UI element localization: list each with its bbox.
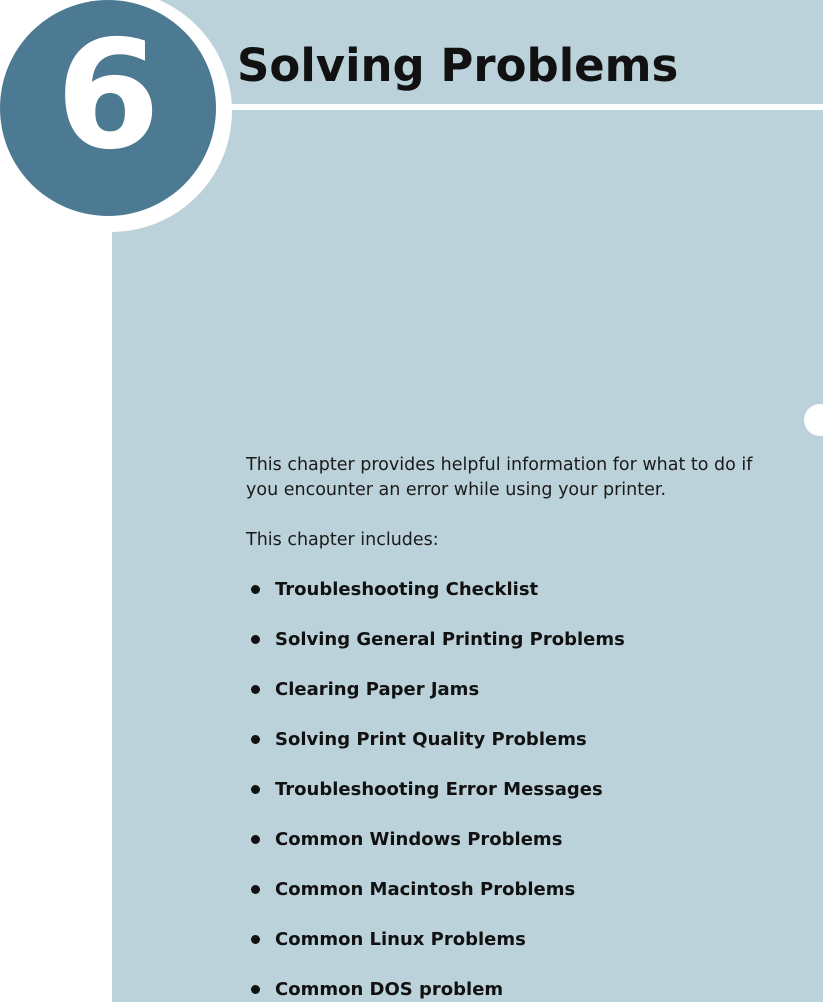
chapter-number-badge	[0, 0, 216, 216]
includes-label: This chapter includes:	[246, 530, 439, 550]
bullet-icon	[251, 735, 260, 744]
chapter-title: Solving Problems	[237, 39, 679, 92]
topic-item[interactable]	[246, 627, 625, 677]
topic-label[interactable]: Common Macintosh Problems	[275, 879, 576, 900]
topic-item[interactable]	[246, 927, 625, 977]
topic-item[interactable]	[246, 827, 625, 877]
intro-paragraph	[246, 453, 823, 503]
topic-label[interactable]: Clearing Paper Jams	[275, 679, 480, 700]
bullet-icon	[251, 835, 260, 844]
topic-label[interactable]: Common Linux Problems	[275, 929, 526, 950]
topic-label[interactable]: Troubleshooting Error Messages	[275, 779, 603, 800]
chapter-number: 6	[55, 9, 161, 183]
bullet-icon	[251, 635, 260, 644]
topic-item[interactable]	[246, 677, 625, 727]
topic-list	[246, 577, 625, 1002]
topic-label[interactable]: Solving General Printing Problems	[275, 629, 625, 650]
bullet-icon	[251, 885, 260, 894]
topic-label[interactable]: Common DOS problem	[275, 979, 504, 1000]
topic-label[interactable]: Common Windows Problems	[275, 829, 563, 850]
topic-item[interactable]	[246, 727, 625, 777]
topic-item[interactable]	[246, 877, 625, 927]
bullet-icon	[251, 785, 260, 794]
topic-label[interactable]: Solving Print Quality Problems	[275, 729, 587, 750]
intro-line-2: you encounter an error while using your printer.	[246, 480, 667, 500]
topic-item[interactable]	[246, 977, 625, 1002]
intro-line-1: This chapter provides helpful information for what to do if	[246, 455, 753, 475]
bullet-icon	[251, 585, 260, 594]
topic-label[interactable]: Troubleshooting Checklist	[275, 579, 539, 600]
topic-item[interactable]	[246, 577, 625, 627]
topic-item[interactable]	[246, 777, 625, 827]
bullet-icon	[251, 935, 260, 944]
bullet-icon	[251, 985, 260, 994]
bullet-icon	[251, 685, 260, 694]
